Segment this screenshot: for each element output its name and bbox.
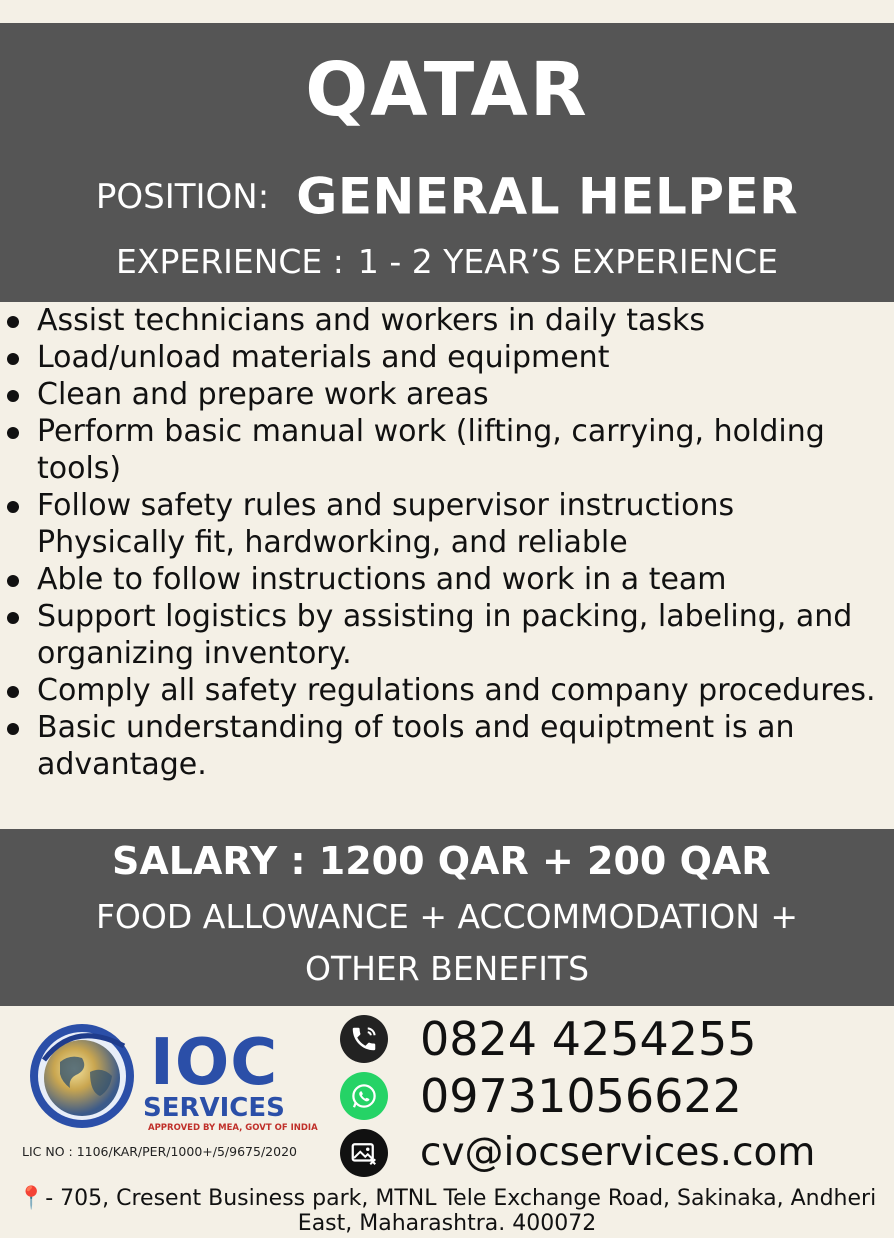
logo-services-text: SERVICES: [143, 1093, 285, 1123]
salary-benefits: FOOD ALLOWANCE + ACCOMMODATION + OTHER BENEFITS: [95, 897, 799, 988]
header-band: [0, 23, 894, 302]
duties-list: [0, 302, 894, 783]
position-row: [0, 166, 894, 227]
phone-number: 0824 4254255: [420, 1012, 757, 1066]
position-value: GENERAL HELPER: [296, 167, 799, 226]
whatsapp-icon: [340, 1072, 388, 1120]
duty-item: Assist technicians and workers in daily tasks: [0, 302, 894, 339]
salary-amount: SALARY : 1200 QAR + 200 QAR: [112, 839, 771, 883]
logo-ioc-text: IOC: [150, 1026, 279, 1100]
duty-item: Able to follow instructions and work in a team: [0, 561, 894, 598]
duty-item: Support logistics by assisting in packing, labeling, and organizing inventory.: [0, 598, 894, 672]
salary-band: [0, 829, 894, 1006]
duty-item: Follow safety rules and supervisor instructions Physically fit, hardworking, and reliable: [0, 487, 894, 561]
duty-item: Comply all safety regulations and company procedures.: [0, 672, 894, 709]
globe-logo-icon: [30, 1020, 320, 1132]
license-number: LIC NO : 1106/KAR/PER/1000+/5/9675/2020: [22, 1144, 297, 1159]
whatsapp-contact[interactable]: [340, 1068, 880, 1124]
experience-label: EXPERIENCE :: [115, 242, 344, 281]
country-title: QATAR: [305, 47, 589, 133]
experience-row: [0, 240, 894, 284]
address-text: - 705, Cresent Business park, MTNL Tele Exchange Road, Sakinaka, Andheri East, Maharashtra. 400072: [45, 1186, 877, 1236]
location-pin-icon: 📍: [17, 1186, 46, 1211]
company-logo: [30, 1020, 320, 1132]
email-address: cv@iocservices.com: [420, 1130, 816, 1175]
office-address: [0, 1186, 894, 1236]
experience-value: 1 - 2 YEAR’S EXPERIENCE: [357, 242, 778, 281]
duty-item: Basic understanding of tools and equiptment is an advantage.: [0, 709, 894, 783]
phone-icon: [340, 1015, 388, 1063]
logo-tagline: APPROVED BY MEA, GOVT OF INDIA: [148, 1123, 318, 1132]
phone-contact[interactable]: [340, 1011, 880, 1067]
email-icon: [340, 1129, 388, 1177]
position-label: POSITION:: [95, 176, 270, 217]
duty-item: Load/unload materials and equipment: [0, 339, 894, 376]
duty-item: Perform basic manual work (lifting, carrying, holding tools): [0, 413, 894, 487]
email-contact[interactable]: [340, 1125, 880, 1181]
whatsapp-number: 09731056622: [420, 1069, 742, 1123]
duty-item: Clean and prepare work areas: [0, 376, 894, 413]
